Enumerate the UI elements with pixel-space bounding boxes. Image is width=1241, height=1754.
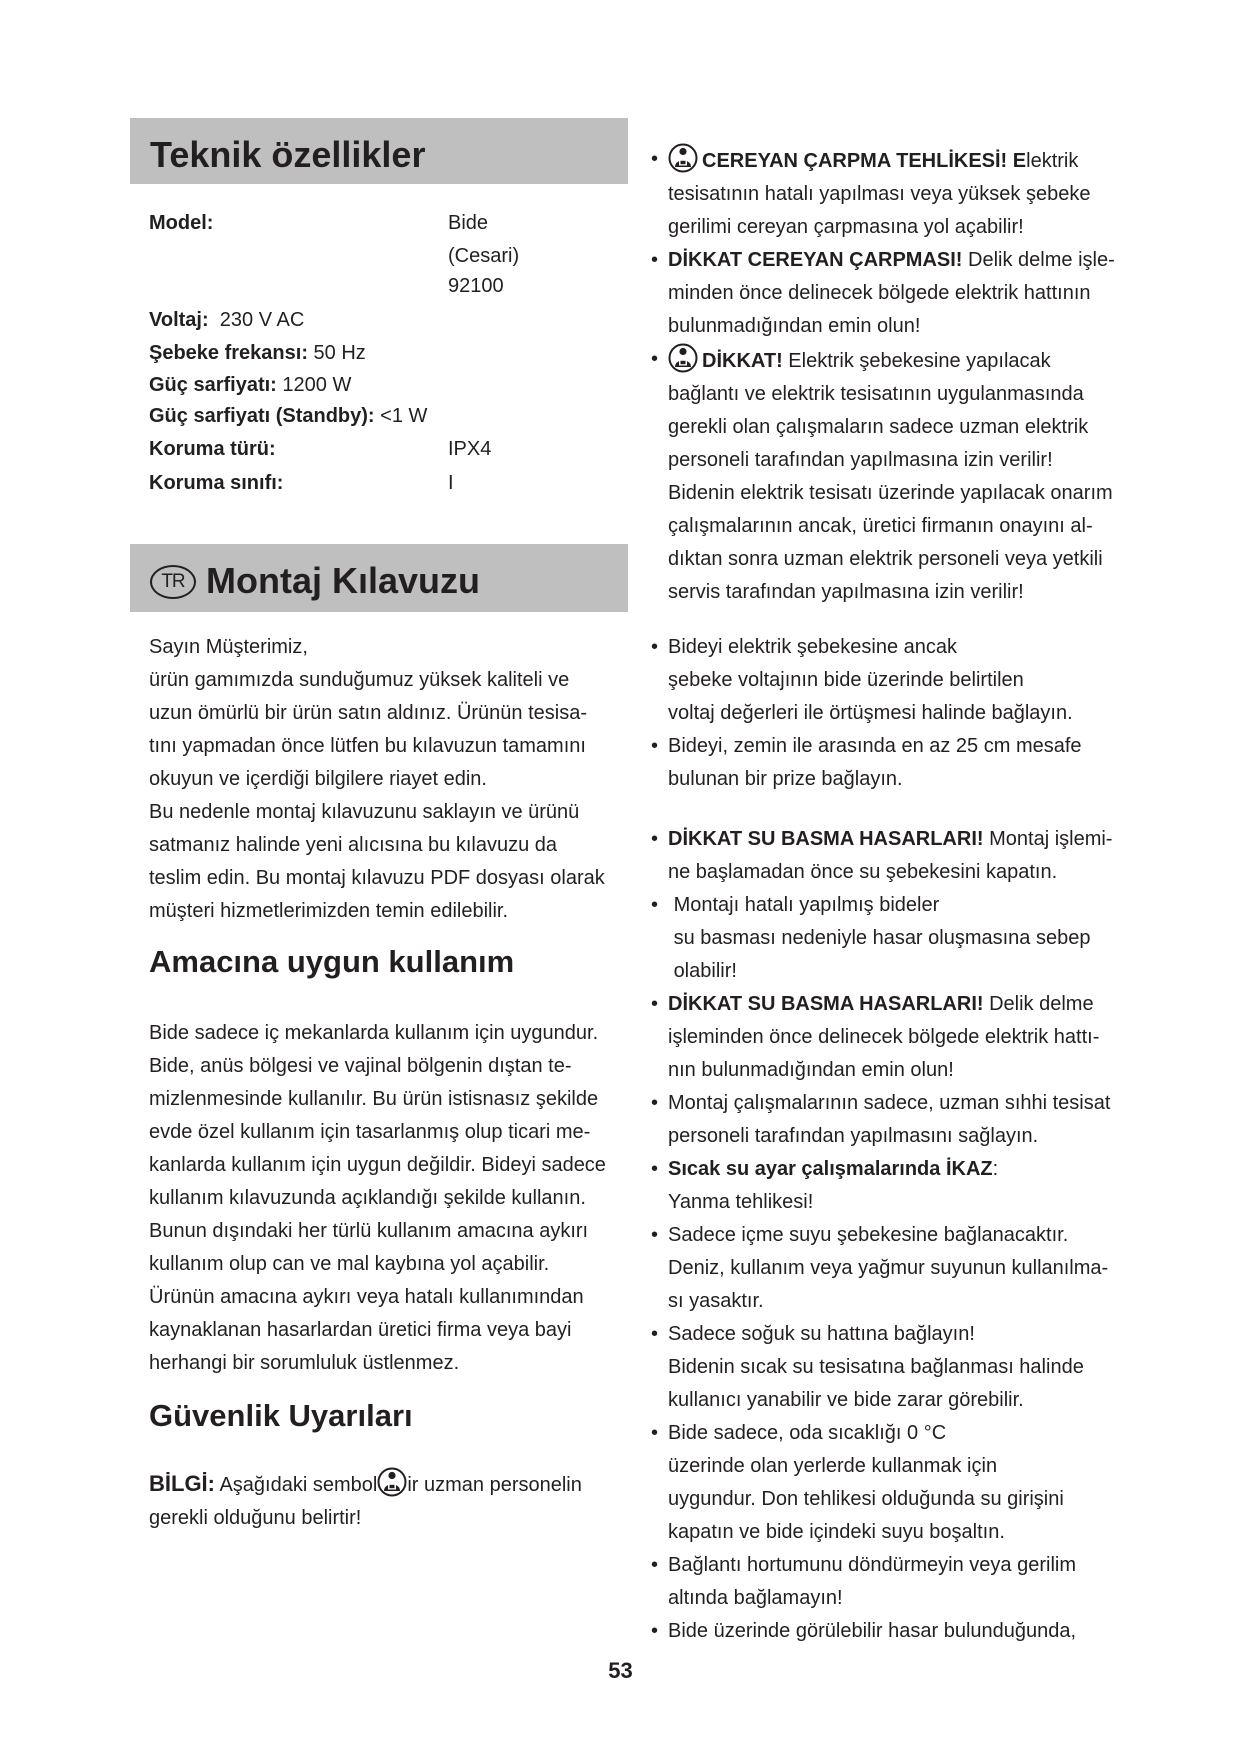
note-cold-water-only: • Sadece soğuk su hattına bağlayın! Bidenin sıcak su tesisatına bağlanması halinde kullanıcı yanabilir ve bide zarar görebilir. xyxy=(651,1323,1084,1411)
page-number: 53 xyxy=(608,1658,633,1683)
intended-use-heading: Amacına uygun kullanım xyxy=(149,944,515,979)
note-mains-voltage: • Bideyi elektrik şebekesine ancak şebeke voltajının bide üzerinde belirtilen voltaj değerleri ile örtüşmesi halinde bağlayın. xyxy=(651,636,1073,724)
spec-protection-class-label: Koruma sınıfı: xyxy=(149,472,284,494)
warning-water-damage-drilling: • DİKKAT SU BASMA HASARLARI! Delik delme işleminden önce delinecek bölgede elektrik hattı- nın bulunmadığından emin olun! xyxy=(651,993,1100,1081)
note-hose-connection: • Bağlantı hortumunu döndürmeyin veya gerilim altında bağlamayın! xyxy=(651,1554,1076,1609)
warning-faulty-installation: • Montajı hatalı yapılmış bideler su basması nedeniyle hasar oluşmasına sebep olabilir! xyxy=(651,894,1091,982)
spec-power: Güç sarfiyatı: 1200 W xyxy=(149,374,352,396)
specialist-icon xyxy=(668,343,698,373)
spec-voltage: Voltaj: 230 V AC xyxy=(149,309,305,331)
note-visible-damage: • Bide üzerinde görülebilir hasar bulunduğunda, xyxy=(651,1620,1077,1642)
safety-warnings-heading: Güvenlik Uyarıları xyxy=(149,1398,413,1433)
note-qualified-plumber: • Montaj çalışmalarının sadece, uzman sıhhi tesisat personeli tarafından yapılmasını sağlayın. xyxy=(651,1092,1111,1147)
spec-protection-class-value: I xyxy=(448,472,454,494)
tech-specs-heading xyxy=(130,118,628,184)
warning-electric-shock-hazard: • CEREYAN ÇARPMA TEHLİKESİ! Elektrik tesisatının hatalı yapılması veya yüksek şebeke gerilimi cereyan çarpmasına yol açabilir! xyxy=(651,143,1141,244)
spec-standby-power: Güç sarfiyatı (Standby): <1 W xyxy=(149,405,428,427)
warnings-list-3 xyxy=(651,823,1141,1648)
spec-protection-type-value: IPX4 xyxy=(448,438,492,460)
warning-qualified-electrician: • DİKKAT! Elektrik şebekesine yapılacak bağlantı ve elektrik tesisatının uygulanmasında gerekli olan çalışmaların sadece uzman elektrik personeli tarafından yapılmasına izin verilir! Bidenin elektrik tesisatı üzerinde yapılacak onarım çalışmalarının ancak, üretici firmanın onayını al- dıktan sonra uzman elektrik personeli veya yetkili servis tarafından yapılmasına izin verilir! xyxy=(651,343,1141,609)
specialist-icon xyxy=(377,1467,407,1497)
spec-model-value-1: Bide xyxy=(448,212,489,234)
spec-model-label: Model: xyxy=(149,212,214,234)
note-drinking-water-only: • Sadece içme suyu şebekesine bağlanacaktır. Deniz, kullanım veya yağmur suyunun kullanılma- sı yasaktır. xyxy=(651,1224,1109,1312)
note-room-temperature: • Bide sadece, oda sıcaklığı 0 °C üzerinde olan yerlerde kullanmak için uygundur. Don tehlikesi olduğunda su girişini kapatın ve bide içindeki suyu boşaltın. xyxy=(651,1422,1064,1543)
warning-hot-water: • Sıcak su ayar çalışmalarında İKAZ: Yanma tehlikesi! xyxy=(651,1158,999,1213)
specialist-icon xyxy=(668,143,698,173)
tech-specs-title: Teknik özellikler xyxy=(150,134,426,175)
spec-model-value-3: 92100 xyxy=(448,275,504,297)
intro-text: Sayın Müşterimiz, ürün gamımızda sunduğumuz yüksek kaliteli ve uzun ömürlü bir ürün satın aldınız. Ürünün tesisa- tını yapmadan önce lütfen bu kılavuzun tamamını okuyun ve içerdiği bilgilere riayet edin. Bu nedenle montaj kılavuzunu saklayın ve ürünü satmanız halinde yeni alıcısına bu kılavuzu da teslim edin. Bu montaj kılavuzu PDF dosyası olarak müşteri hizmetlerimizden temin edilebilir. xyxy=(149,636,605,922)
warnings-list-2 xyxy=(651,631,1141,796)
spec-model-value-2: (Cesari) xyxy=(448,245,520,267)
spec-protection-type-label: Koruma türü: xyxy=(149,438,276,460)
installation-guide-title: Montaj Kılavuzu xyxy=(206,560,481,601)
intended-use-text: Bide sadece iç mekanlarda kullanım için uygundur. Bide, anüs bölgesi ve vajinal bölgenin dıştan te- mizlenmesinde kullanılır. Bu ürün istisnasız şekilde evde özel kullanım için tasarlanmış olup ticari me- kanlarda kullanım için uygun değildir. Bideyi sadece kullanım kılavuzunda açıklandığı şekilde kullanın. Bunun dışındaki her türlü kullanım amacına aykırı kullanım olup can ve mal kaybına yol açabilir. Ürünün amacına aykırı veya hatalı kullanımından kaynaklanan hasarlardan üretici firma veya bayi herhangi bir sorumluluk üstlenmez. xyxy=(149,1022,606,1374)
language-badge: TR xyxy=(150,565,196,599)
info-note: BİLGİ: Aşağıdaki sembol ir uzman personelin gerekli olduğunu belirtir! xyxy=(149,1467,629,1535)
warnings-list-1 xyxy=(651,143,1141,609)
warning-water-damage-shutoff: • DİKKAT SU BASMA HASARLARI! Montaj işlemi- ne başlamadan önce su şebekesini kapatın. xyxy=(651,828,1113,883)
spec-frequency: Şebeke frekansı: 50 Hz xyxy=(149,342,366,364)
note-socket-distance: • Bideyi, zemin ile arasında en az 25 cm mesafe bulunan bir prize bağlayın. xyxy=(651,735,1082,790)
installation-guide-heading xyxy=(130,544,628,612)
warning-electric-shock-drilling: • DİKKAT CEREYAN ÇARPMASI! Delik delme işle- minden önce delinecek bölgede elektrik hattının bulunmadığından emin olun! xyxy=(651,249,1115,337)
